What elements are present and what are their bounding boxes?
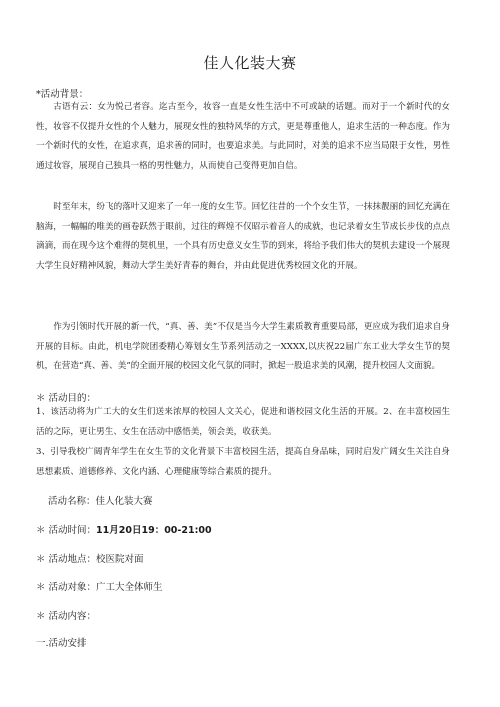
background-paragraph-1: 古语有云：女为悦己者容。迄古至今，妆容一直是女性生活中不可或缺的话题。而对于一个新时代的女性，妆容不仅提升女性的个人魅力，展现女性的独特风华的方式，更是尊重他人，追求生活的一种态度。作为一个新时代的女性，在追求真，追求善的同时，也要追求美。与此同时，对美的追求不应当局限于女性，男性通过妆容，展现自己独具一格的男性魅力，从而使自己变得更加自信。 [36, 102, 450, 171]
activity-audience: ＊ 活动对象：广工大全体师生 [36, 582, 163, 593]
document-title: 佳人化装大赛 [203, 54, 297, 72]
activity-place: ＊ 活动地点：校医院对面 [36, 554, 144, 565]
activity-content-heading: ＊ 活动内容： [36, 611, 97, 622]
background-paragraph-3: 作为引领时代开展的新一代，“真、善、美”不仅是当今大学生素质教育重要局部，更应成为我们追求自身开展的目标。由此，机电学院团委精心筹划女生节系列活动之一XXXX,以庆祝22届广东工业大学女生节的契机，在营造“真、善、美”的全面开展的校园文化气氛的同时，掀起一股追求美的风潮，提升校园人文面貌。 [36, 322, 450, 371]
purpose-paragraph-1: 1、该活动将为广工大的女生们送来浓厚的校园人文关心，促进和谐校园文化生活的开展。2、在丰富校园生活的之际，更让男生、女生在活动中感悟美，领会美，收获美。 [36, 407, 450, 437]
activity-time [36, 522, 212, 536]
activity-name: 活动名称：佳人化装大赛 [48, 496, 153, 507]
background-paragraph-2: 时至年末，纷飞的落叶又迎来了一年一度的女生节。回忆往昔的一个个女生节，一抹抹靓丽的回忆充满在脑海，一幅幅的唯美的画卷跃然于眼前，过往的辉煌不仅昭示着音人的成就，也记录着女生节成长步伐的点点滴滴，而在现今这个难得的契机里，一个具有历史意义女生节的到来，将给予我们伟大的契机去建设一个展现大学生良好精神风貌，舞动大学生美好青春的舞台，并由此促进优秀校园文化的开展。 [36, 202, 450, 271]
activity-time-value: 11月20日19：00-21:00 [96, 525, 212, 536]
purpose-heading: ＊ 活动目的： [36, 393, 97, 404]
activity-time-label: ＊ 活动时间： [36, 525, 97, 536]
purpose-paragraph-2: 3、引导我校广阔青年学生在女生节的文化背景下丰富校园生活，提高自身品味，同时启发广阔女生关注自身思想素质、道德修养、文化内涵、心理健康等综合素质的提升。 [36, 447, 450, 477]
schedule-heading: 一.活动安排 [36, 638, 87, 649]
background-heading: *活动背景： [36, 89, 89, 100]
